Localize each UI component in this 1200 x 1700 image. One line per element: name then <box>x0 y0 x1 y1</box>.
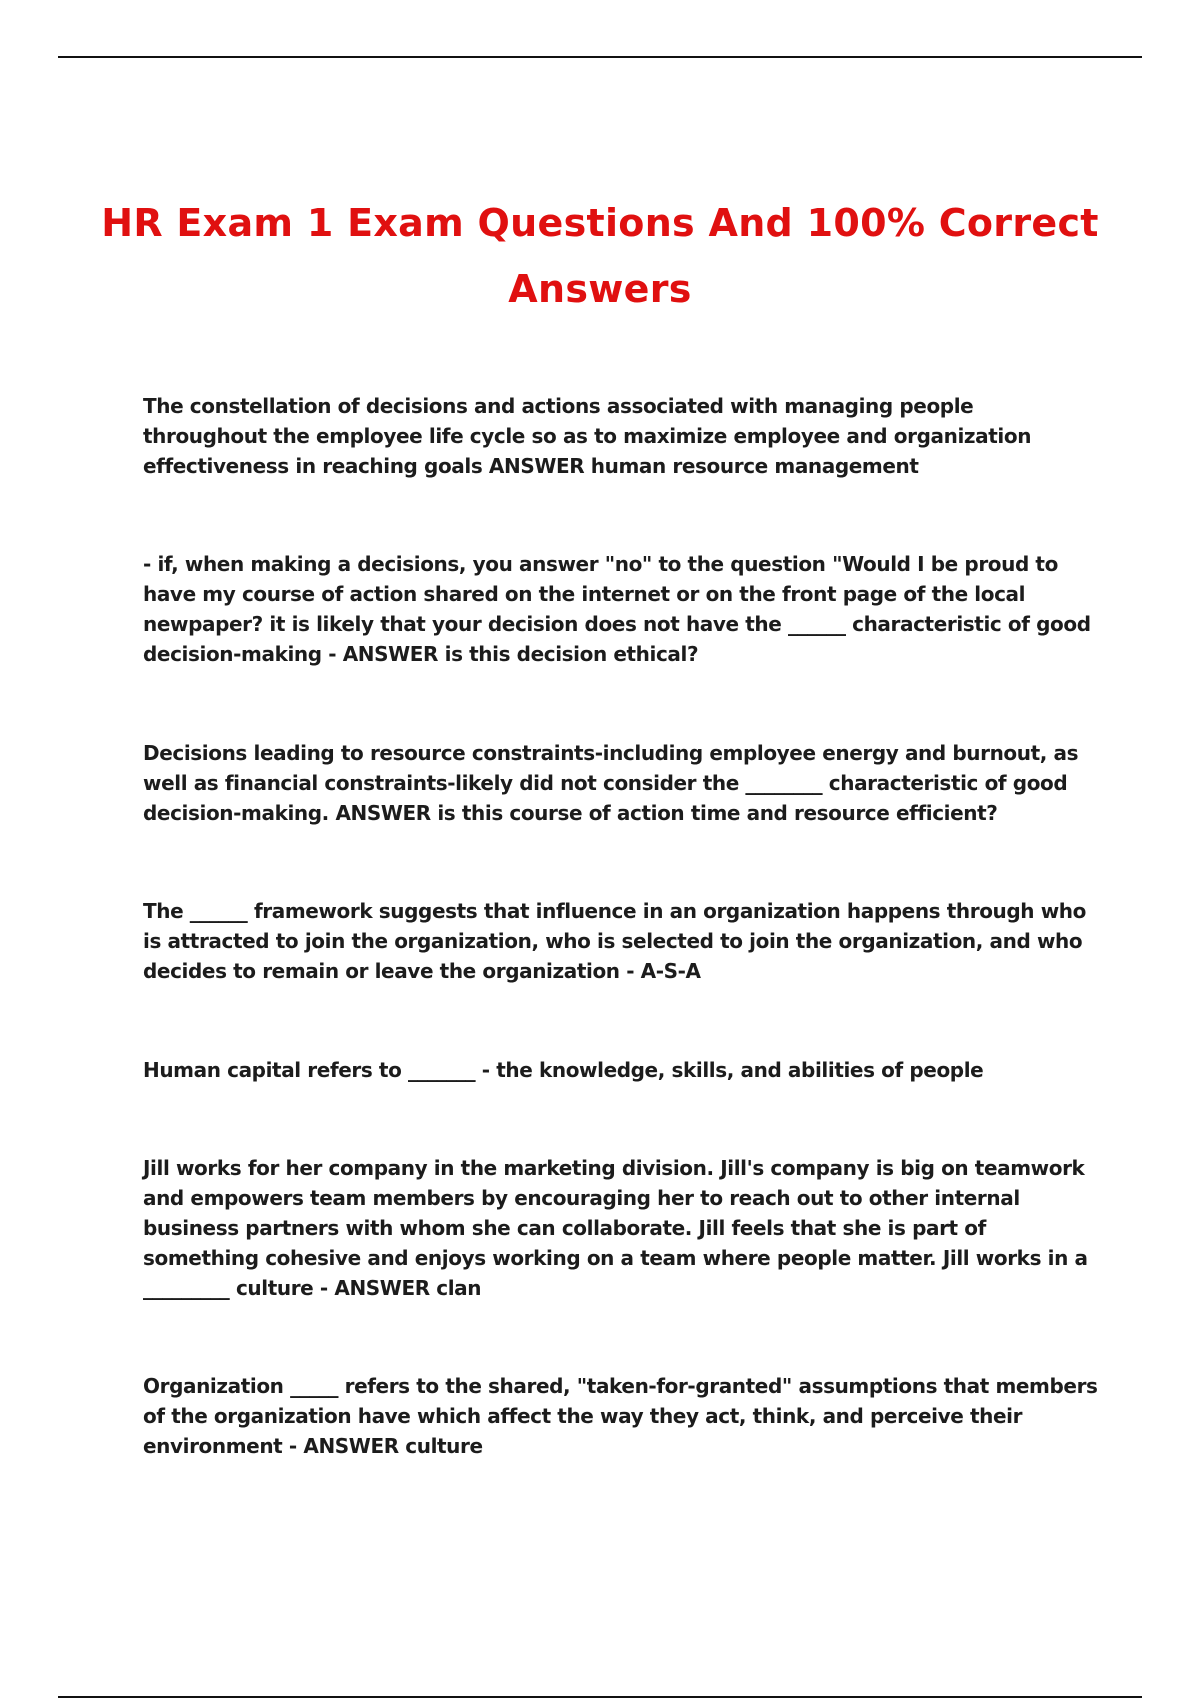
qa-entry-6: Jill works for her company in the marketing division. Jill's company is big on teamwork and empowers team members by encouraging her to reach out to other internal business partners with whom she can collaborate. Jill feels that she is part of something cohesive and enjoys working on a team where people matter. Jill works in a _________ culture - ANSWER clan <box>143 1156 1088 1300</box>
top-divider <box>58 56 1142 58</box>
qa-entry-1: The constellation of decisions and actions associated with managing people throughout the employee life cycle so as to maximize employee and organization effectiveness in reaching goals ANSWER human resource management <box>143 394 1032 478</box>
document-title: HR Exam 1 Exam Questions And 100% Correct Answers <box>101 201 1099 311</box>
qa-entry-3: Decisions leading to resource constraints-including employee energy and burnout, as well as financial constraints-likely did not consider the ________ characteristic of good decision-making. ANSWER is this course of action time and resource efficient? <box>143 741 1079 825</box>
qa-entry-5: Human capital refers to _______ - the knowledge, skills, and abilities of people <box>143 1058 984 1082</box>
bottom-divider <box>58 1696 1142 1698</box>
qa-entry-7: Organization _____ refers to the shared, "taken-for-granted" assumptions that members of the organization have which affect the way they act, think, and perceive their environment - ANSWER culture <box>143 1374 1098 1458</box>
qa-entry-2: - if, when making a decisions, you answer "no" to the question "Would I be proud to have my course of action shared on the internet or on the front page of the local newpaper? it is likely that your decision does not have the ______ characteristic of good decision-making - ANSWER is this decision ethical? <box>143 552 1091 666</box>
qa-entry-4: The ______ framework suggests that influence in an organization happens through who is attracted to join the organization, who is selected to join the organization, and who decides to remain or leave the organization - A-S-A <box>143 899 1086 983</box>
